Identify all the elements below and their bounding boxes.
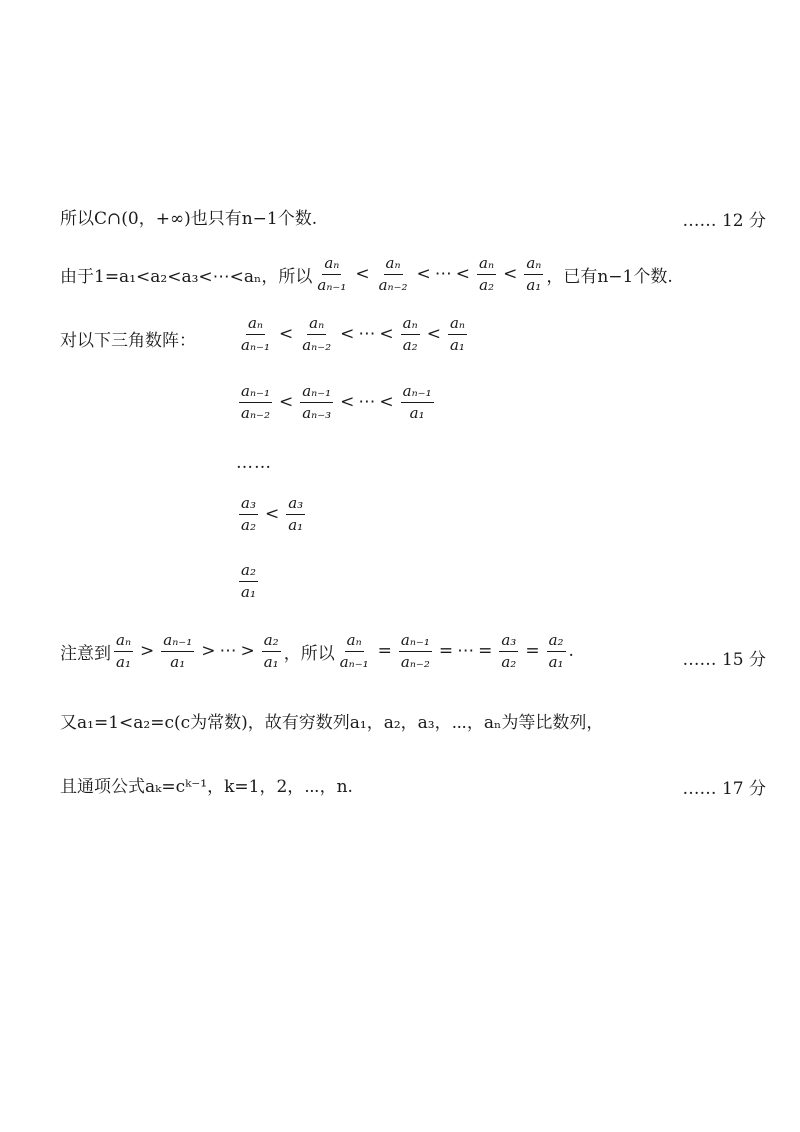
triangle-row-2: $\frac{\text{aₙ₋₁}}{\text{aₙ₋₂}}$ < $\frac{\text{aₙ₋₁}}{\text{aₙ₋₃}}$ < ⋯ < $\frac{\text{aₙ₋₁}}{\text{a₁}}$ — [241, 382, 432, 422]
line-4-pre: 注意到 — [60, 643, 111, 664]
text-line-4: 注意到 $\frac{\text{aₙ}}{\text{a₁}}$ > $\frac{\text{aₙ₋₁}}{\text{a₁}}$ > ⋯ > $\frac{\text{a₂}}{\text{a₁}}$ ，所以 $\frac{\text{aₙ}}{\text{aₙ₋₁}}$ = $\frac{\text{aₙ₋₁}}{\text{aₙ₋₂}}$ = ⋯ = $\frac{\text{a₃}}{\text{a₂}}$ = $\frac{\text{a₂}}{\text{a₁}}$ . — [60, 631, 574, 671]
fraction: $\frac{\text{aₙ}}{\text{a₁}}$ — [526, 254, 542, 294]
text-line-2: 由于1=a₁<a₂<a₃<⋯<aₙ，所以 $\frac{\text{aₙ}}{\text{aₙ₋₁}}$ < $\frac{\text{aₙ}}{\text{aₙ₋₂}}$ < ⋯ < $\frac{\text{aₙ}}{\text{a₂}}$ < $\frac{\text{aₙ}}{\text{a₁}}$ ，已有n−1个数. — [60, 254, 673, 294]
line-1-text: 所以C∩(0，+∞)也只有n−1个数. — [60, 209, 318, 229]
fraction: $\frac{\text{aₙ}}{\text{a₂}}$ — [479, 254, 495, 294]
triangle-vdots: …… — [236, 453, 272, 473]
text-line-5 — [60, 708, 603, 733]
line-2-pre: 由于1=a₁<a₂<a₃<⋯<aₙ，所以 — [60, 266, 313, 287]
line-6-text: 且通项公式aₖ=cᵏ⁻¹，k=1，2，⋯，n. — [60, 777, 353, 797]
line-2-post: ，已有n−1个数. — [546, 266, 673, 287]
score-17: …… 17 分 — [682, 779, 766, 799]
text-line-3 — [60, 326, 196, 351]
line-3-pre: 对以下三角数阵： — [60, 331, 196, 351]
score-12: …… 12 分 — [682, 211, 766, 231]
line-5-text: 又a₁=1<a₂=c(c为常数)，故有穷数列a₁，a₂，a₃，⋯，aₙ为等比数列， — [60, 713, 604, 733]
score-15: …… 15 分 — [682, 650, 766, 670]
text-line-6 — [60, 772, 353, 797]
fraction: $\frac{\text{aₙ}}{\text{aₙ₋₂}}$ — [378, 254, 408, 294]
fraction: $\frac{\text{aₙ}}{\text{aₙ₋₁}}$ — [317, 254, 347, 294]
triangle-row-3: $\frac{\text{a₃}}{\text{a₂}}$ < $\frac{\text{a₃}}{\text{a₁}}$ — [241, 494, 304, 534]
line-4-mid: ，所以 — [283, 643, 335, 664]
text-line-1 — [60, 204, 317, 229]
triangle-row-4: $\frac{\text{a₂}}{\text{a₁}}$ — [241, 561, 256, 601]
triangle-row-1: $\frac{\text{aₙ}}{\text{aₙ₋₁}}$ < $\frac{\text{aₙ}}{\text{aₙ₋₂}}$ < ⋯ < $\frac{\text{aₙ}}{\text{a₂}}$ < $\frac{\text{aₙ}}{\text{a₁}}$ — [241, 314, 465, 354]
